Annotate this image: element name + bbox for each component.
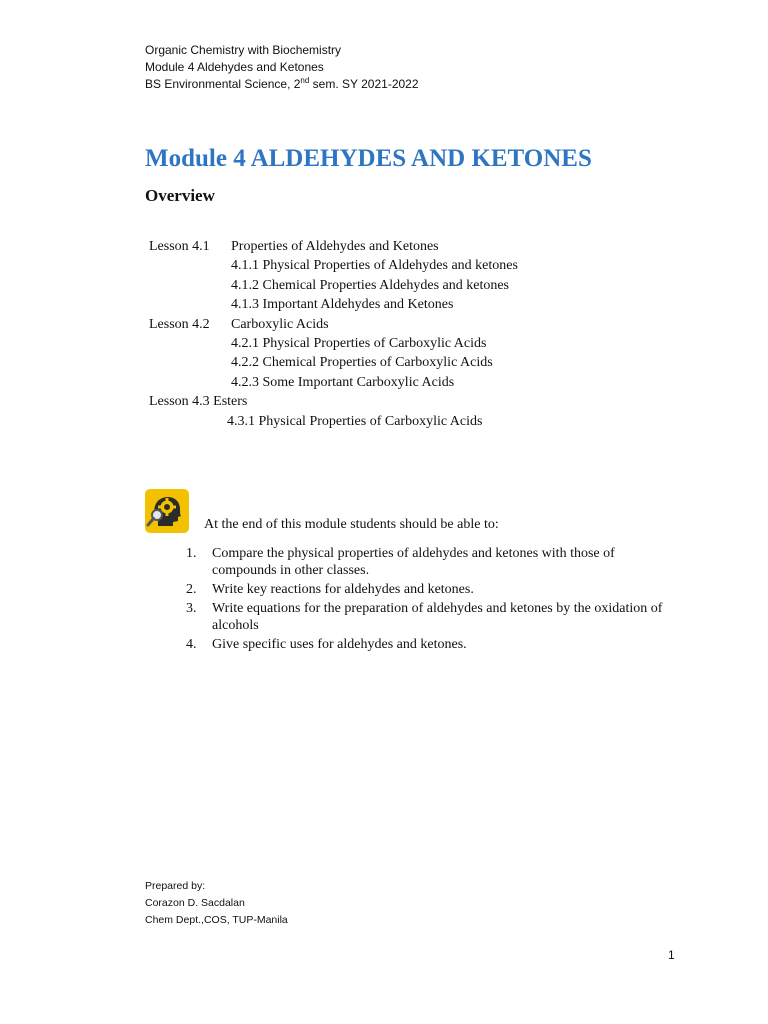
lesson-4-3: Lesson 4.3 Esters — [149, 394, 248, 410]
prepared-by — [145, 878, 288, 929]
overview-heading: Overview — [145, 186, 215, 205]
course-title: Organic Chemistry with Biochemistry — [145, 43, 342, 57]
lesson-4-1-2: 4.1.2 Chemical Properties Aldehydes and ketones — [231, 277, 509, 293]
author-name: Corazon D. Sacdalan — [145, 897, 245, 909]
objective-item: 2. Write key reactions for aldehydes and ketones. — [186, 582, 474, 597]
lesson-outline — [149, 237, 518, 431]
lesson-4-1-1: 4.1.1 Physical Properties of Aldehydes and ketones — [231, 258, 518, 274]
lesson-4-2-3: 4.2.3 Some Important Carboxylic Acids — [231, 374, 455, 390]
objectives-intro: At the end of this module students should be able to: — [204, 517, 499, 532]
lesson-4-2-1: 4.2.1 Physical Properties of Carboxylic Acids — [231, 335, 487, 351]
lesson-4-1: Lesson 4.1 Properties of Aldehydes and Ketones — [149, 239, 439, 254]
lesson-4-2: Lesson 4.2 Carboxylic Acids — [149, 316, 329, 332]
document-header — [145, 42, 419, 93]
prepared-label: Prepared by: — [145, 880, 206, 892]
lesson-4-1-3: 4.1.3 Important Aldehydes and Ketones — [231, 297, 454, 313]
head-gear-magnifier-icon — [144, 488, 190, 534]
objective-item: 4. Give specific uses for aldehydes and ketones. — [186, 637, 467, 652]
lesson-4-2-2: 4.2.2 Chemical Properties of Carboxylic Acids — [231, 355, 493, 371]
department: Chem Dept.,COS, TUP-Manila — [145, 914, 288, 926]
page-number: 1 — [668, 948, 675, 962]
module-subtitle: Module 4 Aldehydes and Ketones — [145, 60, 324, 74]
lesson-4-3-1: 4.3.1 Physical Properties of Carboxylic Acids — [227, 413, 483, 429]
objective-item: 3. Write equations for the preparation of aldehydes and ketones by the oxidation of alcohols — [186, 601, 663, 633]
objective-item: 1. Compare the physical properties of aldehydes and ketones with those of compounds in other classes. — [186, 546, 615, 578]
program-semester: BS Environmental Science, 2nd sem. SY 2021-2022 — [145, 76, 419, 91]
objectives-list — [186, 545, 666, 655]
module-title: Module 4 ALDEHYDES AND KETONES — [145, 145, 592, 172]
